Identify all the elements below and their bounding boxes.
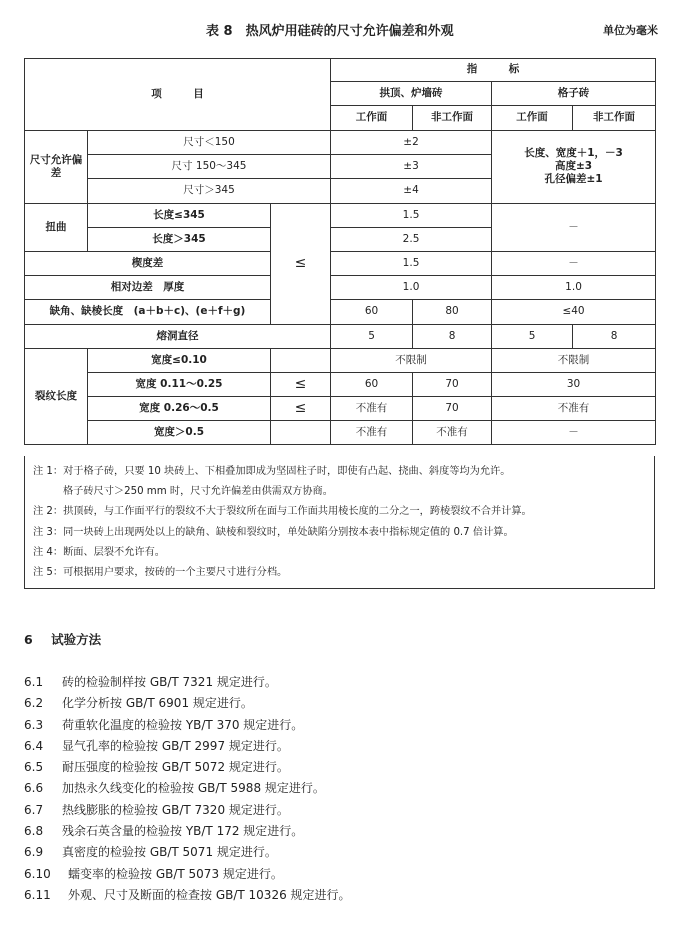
checker-taper: －: [492, 251, 656, 275]
taper-value: 1.5: [331, 251, 492, 275]
taper-label: 楔度差: [25, 251, 271, 275]
blank-cell: [271, 348, 331, 372]
note-1: 注 1：对于格子砖，只要 10 块砖上、下相叠加即成为坚固柱子时，即使有凸起、挠曲、斜度等均为允许。: [33, 466, 511, 477]
clause-number: 6.5: [24, 760, 44, 775]
note-3: 注 3：同一块砖上出现两处以上的缺角、缺棱和裂纹时，单处缺陷分别按本表中指标规定值的 0.7 倍计算。: [33, 526, 514, 538]
note-2: 注 2：拱顶砖，与工作面平行的裂纹不大于裂纹所在面与工作面共用棱长度的二分之一，跨棱裂纹不合并计算。: [33, 506, 532, 518]
list-item: [24, 778, 664, 799]
list-item: [24, 864, 664, 885]
crack-row-label: 宽度 0.11～0.25: [88, 372, 271, 396]
table-unit: 单位为毫米: [603, 24, 658, 37]
corner-work-value: 60: [331, 300, 413, 324]
twist-row-label: 长度＞345: [88, 227, 271, 251]
size-tolerance-label: 尺寸允许偏差: [25, 131, 88, 204]
header-indicator: 指 标: [331, 59, 656, 82]
clause-text: 加热永久线变化的检验按 GB/T 5988 规定进行。: [62, 781, 325, 796]
table-notes: [24, 456, 655, 589]
crack-r4-work: 不准有: [331, 421, 413, 445]
size-row-label: 尺寸 150～345: [88, 155, 331, 179]
clause-text: 外观、尺寸及断面的检查按 GB/T 10326 规定进行。: [68, 887, 351, 902]
clause-text: 荷重软化温度的检验按 YB/T 370 规定进行。: [62, 717, 304, 732]
crack-row-label: 宽度＞0.5: [88, 421, 271, 445]
list-item: [24, 736, 664, 757]
crack-label: 裂纹长度: [25, 348, 88, 445]
list-item: [24, 885, 664, 906]
size-row-label: 尺寸＜150: [88, 131, 331, 155]
list-item: [24, 842, 664, 863]
le-symbol: ≤: [271, 203, 331, 324]
header-nonwork-face: 非工作面: [573, 106, 656, 131]
edge-diff-value: 1.0: [331, 276, 492, 300]
clause-text: 显气孔率的检验按 GB/T 2997 规定进行。: [62, 738, 289, 753]
size-row-value: ±3: [331, 155, 492, 179]
crack-r3-work: 不准有: [331, 397, 413, 421]
list-item: [24, 693, 664, 714]
checker-size-line: 孔径偏差±1: [544, 173, 603, 186]
twist-row-value: 2.5: [331, 227, 492, 251]
table-caption: [0, 18, 680, 40]
crack-row-label: 宽度 0.26～0.5: [88, 397, 271, 421]
clause-text: 耐压强度的检验按 GB/T 5072 规定进行。: [62, 760, 289, 775]
table-title: 表 8 热风炉用硅砖的尺寸允许偏差和外观: [206, 24, 454, 39]
clause-text: 化学分析按 GB/T 6901 规定进行。: [62, 696, 253, 711]
clause-number: 6.2: [24, 696, 44, 711]
size-row-value: ±2: [331, 131, 492, 155]
twist-row-label: 长度≤345: [88, 203, 271, 227]
note-1-cont: 格子砖尺寸＞250 mm 时，尺寸允许偏差由供需双方协商。: [63, 486, 333, 498]
header-group-arch: 拱顶、炉墙砖: [331, 82, 492, 106]
checker-crack-r3: 不准有: [492, 397, 656, 421]
checker-edge-diff: 1.0: [492, 276, 656, 300]
blank-cell: [271, 421, 331, 445]
clause-text: 残余石英含量的检验按 YB/T 172 规定进行。: [62, 824, 304, 839]
clause-text: 砖的检验制样按 GB/T 7321 规定进行。: [62, 675, 277, 689]
corner-defect-label: 缺角、缺棱长度 (a＋b＋c)、(e＋f＋g): [25, 300, 271, 324]
clause-text: 蠕变率的检验按 GB/T 5073 规定进行。: [68, 866, 283, 881]
list-item: [24, 757, 664, 778]
clause-number: 6.1: [24, 675, 44, 689]
corner-nonwork-value: 80: [413, 300, 492, 324]
size-row-label: 尺寸＞345: [88, 179, 331, 203]
note-4: 注 4：断面、层裂不允许有。: [33, 546, 165, 558]
tolerance-table: [24, 58, 656, 445]
section-number: 6: [24, 632, 33, 647]
checker-crack-r2: 30: [492, 372, 656, 396]
clause-number: 6.7: [24, 802, 44, 817]
checker-crack-r4: －: [492, 421, 656, 445]
crack-r1-value: 不限制: [331, 348, 492, 372]
hole-work-value: 5: [331, 324, 413, 348]
crack-row-label: 宽度≤0.10: [88, 348, 271, 372]
section-heading: [24, 630, 101, 648]
checker-crack-r1: 不限制: [492, 348, 656, 372]
list-item: [24, 821, 664, 842]
twist-row-value: 1.5: [331, 203, 492, 227]
checker-size-tolerance: [492, 131, 656, 204]
header-work-face: 工作面: [331, 106, 413, 131]
checker-hole-work: 5: [492, 324, 573, 348]
note-5: 注 5：可根据用户要求，按砖的一个主要尺寸进行分档。: [33, 566, 288, 578]
checker-hole-nonwork: 8: [573, 324, 656, 348]
list-item: [24, 800, 664, 821]
clause-number: 6.9: [24, 845, 44, 860]
checker-corner: ≤40: [492, 300, 656, 324]
size-row-value: ±4: [331, 179, 492, 203]
checker-size-line: 高度±3: [554, 160, 593, 173]
twist-label: 扭曲: [25, 203, 88, 251]
clause-number: 6.6: [24, 781, 44, 796]
list-item: [24, 715, 664, 736]
clause-number: 6.10: [24, 866, 51, 881]
header-work-face: 工作面: [492, 106, 573, 131]
clause-number: 6.11: [24, 887, 51, 902]
le-symbol: ≤: [271, 372, 331, 396]
crack-r2-work: 60: [331, 372, 413, 396]
header-group-checker: 格子砖: [492, 82, 656, 106]
section-title: 试验方法: [51, 632, 102, 647]
hole-nonwork-value: 8: [413, 324, 492, 348]
clause-number: 6.4: [24, 738, 44, 753]
crack-r2-nonwork: 70: [413, 372, 492, 396]
header-item: 项 目: [25, 59, 331, 131]
clause-text: 热线膨胀的检验按 GB/T 7320 规定进行。: [62, 802, 289, 817]
le-symbol: ≤: [271, 397, 331, 421]
edge-diff-label: 相对边差 厚度: [25, 276, 271, 300]
clause-text: 真密度的检验按 GB/T 5071 规定进行。: [62, 845, 277, 860]
checker-size-line: 长度、宽度＋1，－3: [524, 147, 623, 160]
test-methods-list: [24, 672, 664, 906]
hole-label: 熔洞直径: [25, 324, 331, 348]
crack-r3-nonwork: 70: [413, 397, 492, 421]
checker-twist: －: [492, 203, 656, 251]
list-item: [24, 672, 664, 693]
clause-number: 6.3: [24, 717, 44, 732]
clause-number: 6.8: [24, 824, 44, 839]
header-nonwork-face: 非工作面: [413, 106, 492, 131]
crack-r4-nonwork: 不准有: [413, 421, 492, 445]
